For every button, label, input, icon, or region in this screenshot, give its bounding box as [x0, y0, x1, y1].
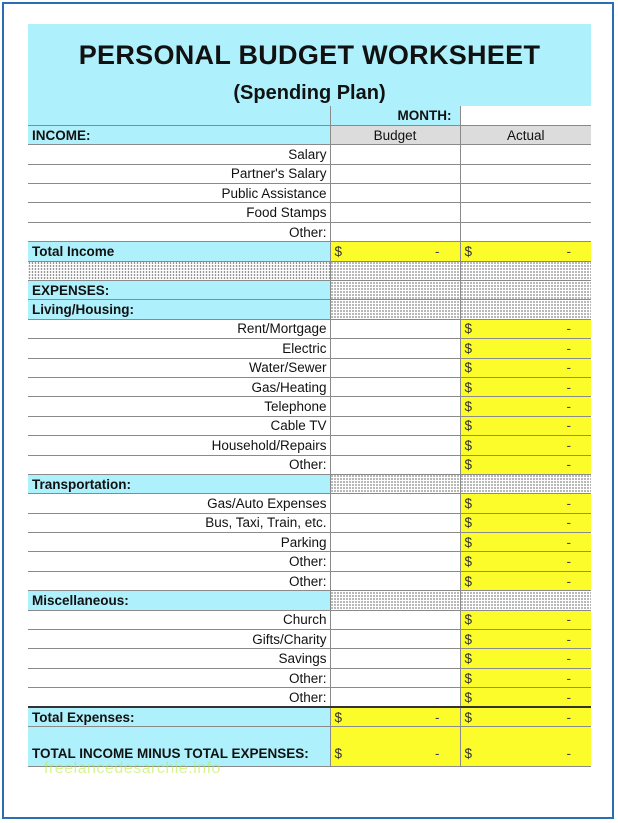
budget-input[interactable] [330, 688, 460, 707]
actual-column-header: Actual [460, 125, 591, 144]
actual-amount[interactable] [460, 649, 591, 668]
budget-input[interactable] [330, 610, 460, 629]
budget-input[interactable] [330, 455, 460, 474]
net-total-actual[interactable] [460, 727, 591, 767]
budget-input[interactable] [330, 494, 460, 513]
currency-symbol: $ [464, 651, 473, 667]
actual-amount[interactable] [460, 319, 591, 338]
budget-shaded-cell [330, 591, 460, 610]
line-item-label: Partner's Salary [28, 164, 330, 183]
living-item-row [28, 319, 591, 338]
dash-value: - [566, 554, 571, 570]
actual-amount[interactable] [460, 533, 591, 552]
currency-symbol: $ [464, 360, 473, 376]
actual-shaded-cell [460, 300, 591, 319]
total-income-row [28, 242, 591, 261]
actual-amount[interactable] [460, 668, 591, 687]
living-item-row [28, 455, 591, 474]
dash-value: - [566, 437, 571, 453]
line-item-label: Household/Repairs [28, 436, 330, 455]
line-item-label: Salary [28, 145, 330, 164]
dash-value: - [435, 709, 440, 725]
line-item-label: Gifts/Charity [28, 630, 330, 649]
currency-symbol: $ [464, 243, 473, 259]
dash-value: - [566, 631, 571, 647]
dash-value: - [566, 243, 571, 259]
budget-input[interactable] [330, 436, 460, 455]
expenses-header-row [28, 281, 591, 300]
actual-amount[interactable] [460, 630, 591, 649]
currency-symbol: $ [464, 670, 473, 686]
dash-value: - [566, 379, 571, 395]
actual-amount[interactable] [460, 436, 591, 455]
line-item-label: Water/Sewer [28, 358, 330, 377]
currency-symbol: $ [464, 515, 473, 531]
transport-item-row [28, 513, 591, 532]
actual-amount[interactable] [460, 610, 591, 629]
dash-value: - [566, 651, 571, 667]
budget-input[interactable] [330, 552, 460, 571]
living-item-row [28, 436, 591, 455]
month-input[interactable] [460, 106, 591, 125]
line-item-label: Public Assistance [28, 184, 330, 203]
dash-value: - [566, 321, 571, 337]
actual-amount[interactable] [460, 339, 591, 358]
total-expenses-budget[interactable] [330, 707, 460, 726]
dash-value: - [566, 573, 571, 589]
net-total-budget[interactable] [330, 727, 460, 767]
dash-value: - [566, 709, 571, 725]
line-item-label: Savings [28, 649, 330, 668]
currency-symbol: $ [464, 631, 473, 647]
net-total-label: TOTAL INCOME MINUS TOTAL EXPENSES: [28, 727, 330, 767]
dash-value: - [566, 496, 571, 511]
budget-shaded-cell [330, 281, 460, 300]
dash-value: - [566, 534, 571, 550]
currency-symbol: $ [464, 321, 473, 337]
budget-input[interactable] [330, 513, 460, 532]
currency-symbol: $ [334, 709, 343, 725]
line-item-label: Other: [28, 571, 330, 590]
line-item-label: Cable TV [28, 416, 330, 435]
budget-table [28, 106, 591, 767]
page-subtitle: (Spending Plan) [233, 82, 386, 104]
actual-amount[interactable] [460, 377, 591, 396]
budget-input[interactable] [330, 397, 460, 416]
actual-amount[interactable] [460, 397, 591, 416]
budget-input[interactable] [330, 358, 460, 377]
living-item-row [28, 358, 591, 377]
budget-input[interactable] [330, 377, 460, 396]
line-item-label: Rent/Mortgage [28, 319, 330, 338]
transport-item-row [28, 533, 591, 552]
total-income-budget[interactable] [330, 242, 460, 261]
living-item-row [28, 397, 591, 416]
currency-symbol: $ [464, 534, 473, 550]
currency-symbol: $ [464, 496, 473, 511]
line-item-label: Other: [28, 668, 330, 687]
spacer-row [28, 261, 591, 280]
budget-input[interactable] [330, 203, 460, 222]
currency-symbol: $ [464, 418, 473, 434]
misc-item-row [28, 630, 591, 649]
line-item-label: Other: [28, 222, 330, 241]
total-expenses-actual[interactable] [460, 707, 591, 726]
dash-value: - [566, 418, 571, 434]
actual-input[interactable] [460, 222, 591, 241]
budget-shaded-cell [330, 300, 460, 319]
line-item-label: Gas/Heating [28, 377, 330, 396]
dash-value: - [566, 689, 571, 705]
dash-value: - [566, 515, 571, 531]
line-item-label: Electric [28, 339, 330, 358]
transport-item-row [28, 494, 591, 513]
budget-worksheet [28, 24, 591, 808]
misc-item-row [28, 649, 591, 668]
line-item-label: Bus, Taxi, Train, etc. [28, 513, 330, 532]
miscellaneous-header: Miscellaneous: [28, 591, 330, 610]
currency-symbol: $ [334, 746, 343, 761]
total-expenses-row [28, 707, 591, 726]
living-item-row [28, 416, 591, 435]
currency-symbol: $ [464, 437, 473, 453]
currency-symbol: $ [464, 746, 473, 761]
miscellaneous-header-row [28, 591, 591, 610]
watermark: freelancedesarchie.info [44, 760, 221, 777]
transport-item-row [28, 552, 591, 571]
actual-amount[interactable] [460, 455, 591, 474]
actual-shaded-cell [460, 474, 591, 493]
dash-value: - [435, 746, 440, 761]
budget-input[interactable] [330, 145, 460, 164]
budget-input[interactable] [330, 184, 460, 203]
dash-value: - [566, 399, 571, 415]
budget-input[interactable] [330, 319, 460, 338]
currency-symbol: $ [464, 457, 473, 473]
actual-amount[interactable] [460, 513, 591, 532]
living-item-row [28, 339, 591, 358]
income-header: INCOME: [28, 125, 330, 144]
misc-item-row [28, 668, 591, 687]
budget-input[interactable] [330, 649, 460, 668]
line-item-label: Other: [28, 688, 330, 707]
currency-symbol: $ [464, 689, 473, 705]
line-item-label: Other: [28, 455, 330, 474]
line-item-label: Gas/Auto Expenses [28, 494, 330, 513]
transportation-header: Transportation: [28, 474, 330, 493]
actual-amount[interactable] [460, 416, 591, 435]
currency-symbol: $ [464, 573, 473, 589]
actual-input[interactable] [460, 203, 591, 222]
budget-input[interactable] [330, 630, 460, 649]
actual-amount[interactable] [460, 494, 591, 513]
currency-symbol: $ [464, 379, 473, 395]
currency-symbol: $ [464, 554, 473, 570]
misc-item-row [28, 688, 591, 707]
line-item-label: Telephone [28, 397, 330, 416]
income-row [28, 184, 591, 203]
budget-input[interactable] [330, 339, 460, 358]
dash-value: - [566, 340, 571, 356]
actual-shaded-cell [460, 281, 591, 300]
actual-amount[interactable] [460, 571, 591, 590]
currency-symbol: $ [464, 340, 473, 356]
month-label: MONTH: [330, 106, 460, 125]
total-expenses-label: Total Expenses: [28, 707, 330, 726]
currency-symbol: $ [334, 243, 343, 259]
income-row [28, 222, 591, 241]
dash-value: - [566, 457, 571, 473]
budget-input[interactable] [330, 416, 460, 435]
month-row [28, 106, 591, 125]
transportation-header-row [28, 474, 591, 493]
line-item-label: Church [28, 610, 330, 629]
actual-input[interactable] [460, 145, 591, 164]
actual-input[interactable] [460, 164, 591, 183]
currency-symbol: $ [464, 709, 473, 725]
actual-shaded-cell [460, 591, 591, 610]
currency-symbol: $ [464, 612, 473, 628]
total-income-label: Total Income [28, 242, 330, 261]
actual-amount[interactable] [460, 552, 591, 571]
actual-amount[interactable] [460, 688, 591, 707]
income-header-row [28, 125, 591, 144]
actual-amount[interactable] [460, 358, 591, 377]
budget-input[interactable] [330, 668, 460, 687]
budget-input[interactable] [330, 571, 460, 590]
living-item-row [28, 377, 591, 396]
dash-value: - [566, 670, 571, 686]
dash-value: - [566, 612, 571, 628]
expenses-header: EXPENSES: [28, 281, 330, 300]
income-row [28, 164, 591, 183]
income-row [28, 203, 591, 222]
total-income-actual[interactable] [460, 242, 591, 261]
line-item-label: Parking [28, 533, 330, 552]
line-item-label: Food Stamps [28, 203, 330, 222]
budget-shaded-cell [330, 474, 460, 493]
budget-input[interactable] [330, 533, 460, 552]
actual-input[interactable] [460, 184, 591, 203]
budget-column-header: Budget [330, 125, 460, 144]
living-housing-header-row [28, 300, 591, 319]
transport-item-row [28, 571, 591, 590]
dash-value: - [566, 746, 571, 761]
dash-value: - [566, 360, 571, 376]
page-title: PERSONAL BUDGET WORKSHEET [78, 40, 541, 70]
budget-input[interactable] [330, 222, 460, 241]
currency-symbol: $ [464, 399, 473, 415]
budget-input[interactable] [330, 164, 460, 183]
living-housing-header: Living/Housing: [28, 300, 330, 319]
misc-item-row [28, 610, 591, 629]
title-block [28, 24, 591, 106]
dash-value: - [435, 243, 440, 259]
line-item-label: Other: [28, 552, 330, 571]
income-row [28, 145, 591, 164]
